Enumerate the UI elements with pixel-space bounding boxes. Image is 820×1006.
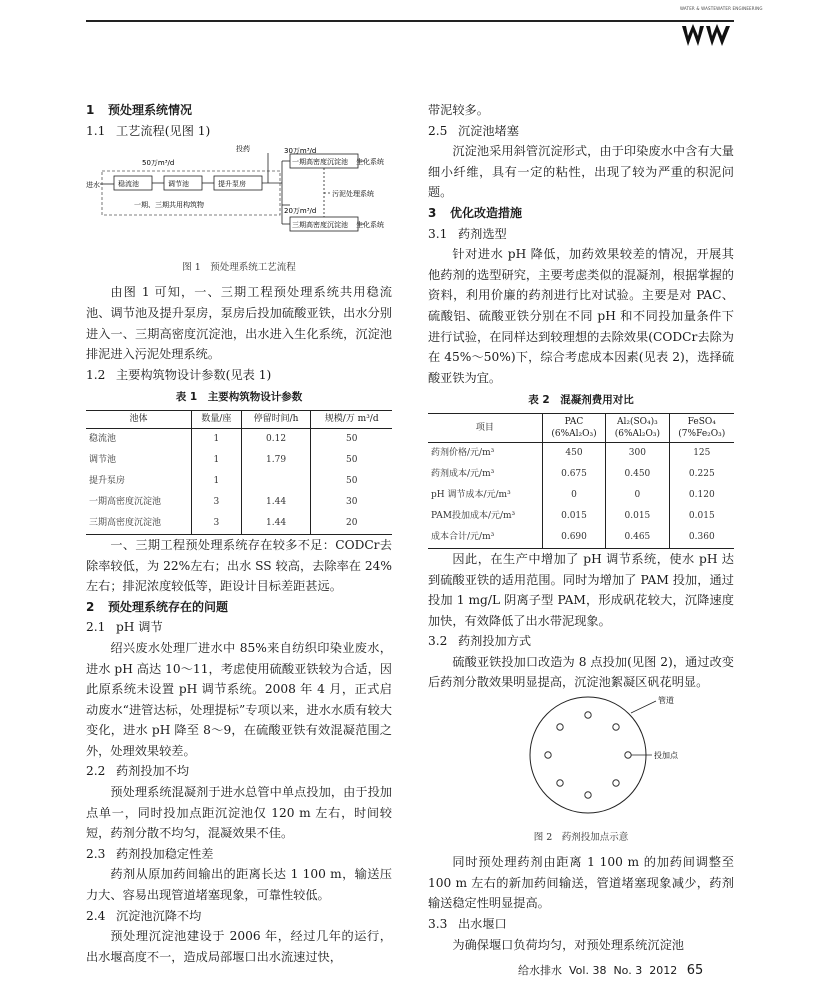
- section-1-2-heading: 1.2 主要构筑物设计参数(见表 1): [86, 367, 272, 382]
- right-column: [428, 100, 734, 955]
- table-row: 稳流池 1 0.12 50: [86, 428, 392, 450]
- paragraph: 为确保堰口负荷均匀，对预处理系统沉淀池: [452, 937, 684, 952]
- paragraph: 一、三期工程预处理系统存在较多不足：CODCr去除率较低，为 22%左右；出水 SS 较高，去除率在 24%左右；排泥浓度较低等，距设计目标差距甚远。: [86, 537, 392, 594]
- figure-2-caption: 图 2 药剂投加点示意: [533, 831, 629, 843]
- fig1-tank1-label: 一期高密度沉淀池: [292, 158, 348, 167]
- section-2-2-heading: 2.2 药剂投加不均: [86, 764, 190, 779]
- fig2-point-label: 投加点: [654, 751, 678, 761]
- paragraph: 因此，在生产中增加了 pH 调节系统，使水 pH 达到硫酸亚铁的适用范围。同时为增加了 PAM 投加，通过投加 1 mg/L 阴离子型 PAM，形成矾花较大，沉降速度加快，有效降低了出水带泥现象。: [428, 551, 734, 628]
- section-1-heading: 1 预处理系统情况: [86, 103, 193, 117]
- section-2-1-heading: 2.1 pH 调节: [86, 620, 163, 635]
- left-column: [86, 100, 392, 967]
- table-row: 一期高密度沉淀池 3 1.44 30: [86, 492, 392, 513]
- table-header: 停留时间/h: [241, 410, 311, 428]
- section-3-3-heading: 3.3 出水堰口: [428, 917, 507, 932]
- table-1: [86, 410, 392, 535]
- table-header: FeSO₄ (7%Fe₂O₃): [669, 413, 734, 442]
- table-row: 三期高密度沉淀池 3 1.44 20: [86, 513, 392, 535]
- table-row: 成本合计/元/m³ 0.690 0.465 0.360: [428, 527, 734, 549]
- fig1-volume-label: 50万m³/d: [142, 159, 175, 168]
- page-number: 65: [686, 963, 704, 978]
- table-header: PAC (6%Al₂O₃): [542, 413, 605, 442]
- paragraph: 针对进水 pH 降低，加药效果较差的情况，开展其他药剂的选型研究，主要考虑类似的混凝剂，根据掌握的资料，利用价廉的药剂进行比对试验。主要是对 PAC、硫酸铝、硫酸亚铁分别在不同 pH 和不同投加量条件下进行试验，在同样达到较理想的去除效果(CODCr去除为在 45%～50%)下，综合考虑成本因素(见表 2)，选择硫酸亚铁为宜。: [428, 247, 734, 385]
- fig1-stage-label: 调节池: [168, 180, 189, 189]
- paragraph: 药剂从原加药间输出的距离长达 1 100 m，输送压力大、容易出现管道堵塞现象，可靠性较低。: [86, 867, 392, 903]
- table-row: pH 调节成本/元/m³ 0 0 0.120: [428, 485, 734, 506]
- table-header: 项目: [428, 413, 542, 442]
- fig2-pipe-label: 管道: [658, 696, 674, 706]
- figure-1-caption: 图 1 预处理系统工艺流程: [182, 261, 296, 273]
- fig1-stage-label: 提升泵房: [218, 180, 246, 189]
- paragraph: 沉淀池采用斜管沉淀形式，由于印染废水中含有大量细小纤维，具有一定的粘性，出现了较为严重的积泥问题。: [428, 144, 734, 200]
- paragraph: 同时预处理药剂由距离 1 100 m 的加药间调整至 100 m 左右的新加药间输送，管道堵塞现象减少，药剂输送稳定性明显提高。: [428, 855, 734, 911]
- section-2-heading: 2 预处理系统存在的问题: [86, 599, 229, 614]
- section-3-2-heading: 3.2 药剂投加方式: [428, 634, 532, 649]
- fig1-out-bio-label-2: 生化系统: [356, 221, 384, 230]
- process-flow-diagram: [86, 143, 392, 247]
- fig1-stage-label: 稳流池: [118, 180, 139, 189]
- journal-logo-caption: WATER & WASTEWATER ENGINEERING: [680, 6, 763, 11]
- fig1-out-bio-label: 生化系统: [356, 158, 384, 167]
- table-row: 提升泵房 1 50: [86, 471, 392, 492]
- table-2-caption: 表 2 混凝剂费用对比: [528, 394, 634, 407]
- header-rule: [86, 20, 734, 22]
- table-header: 池体: [86, 410, 191, 428]
- section-2-5-heading: 2.5 沉淀池堵塞: [428, 123, 519, 138]
- paragraph: 预处理系统混凝剂于进水总管中单点投加，由于投加点单一，同时投加点距沉淀池仅 120 m 左右，时间较短，药剂分散不均匀，混凝效果不佳。: [86, 785, 392, 841]
- section-2-4-heading: 2.4 沉淀池沉降不均: [86, 908, 202, 923]
- section-3-1-heading: 3.1 药剂选型: [428, 226, 507, 241]
- table-row: PAM投加成本/元/m³ 0.015 0.015 0.015: [428, 506, 734, 527]
- page-footer: [518, 962, 703, 978]
- journal-issue: No. 3: [613, 964, 643, 977]
- journal-logo-icon: [680, 24, 736, 48]
- table-row: 药剂价格/元/m³ 450 300 125: [428, 442, 734, 464]
- section-2-3-heading: 2.3 药剂投加稳定性差: [86, 846, 214, 861]
- fig1-top-volume-label: 30万m³/d: [284, 147, 317, 156]
- paragraph: 绍兴废水处理厂进水中 85%来自纺织印染业废水，进水 pH 高达 10～11，考虑使用硫酸亚铁较为合适，因此原系统未设置 pH 调节系统。2008 年 4 月，正式启动废水“进管达标，处理提标”专项以来，进水水质有较大变化，进水 pH 降至 8～9，在硫酸亚铁有效混凝范围之外，处理效果较差。: [86, 640, 392, 758]
- fig1-shared-label: 一期、三期共用构筑物: [134, 201, 204, 210]
- paragraph-continued: 带泥较多。: [428, 103, 489, 117]
- fig1-input-label: 进水: [86, 181, 100, 190]
- paragraph: 预处理沉淀池建设于 2006 年，经过几年的运行，出水堰高度不一，造成局部堰口出水流速过快，: [86, 929, 392, 964]
- paragraph: 硫酸亚铁投加口改造为 8 点投加(见图 2)，通过改变后药剂分散效果明显提高，沉淀池絮凝区矾花明显。: [428, 654, 734, 690]
- fig1-tank3-label: 三期高密度沉淀池: [292, 221, 348, 230]
- table-row: 药剂成本/元/m³ 0.675 0.450 0.225: [428, 464, 734, 485]
- table-1-caption: 表 1 主要构筑物设计参数: [175, 391, 303, 404]
- journal-volume: Vol. 38: [569, 964, 607, 977]
- table-row: 调节池 1 1.79 50: [86, 450, 392, 471]
- dosing-points: [545, 712, 631, 798]
- paragraph: 由图 1 可知，一、三期工程预处理系统共用稳流池、调节池及提升泵房，泵房后投加硫酸亚铁，出水分别进入一、三期高密度沉淀池，出水进入生化系统，沉淀池排泥进入污泥处理系统。: [86, 285, 392, 362]
- journal-year: 2012: [649, 964, 678, 977]
- table-header: 数量/座: [191, 410, 241, 428]
- fig1-bottom-volume-label: 20万m³/d: [284, 207, 317, 216]
- journal-name: 给水排水: [518, 964, 562, 977]
- fig1-dosing-label: 投药: [236, 145, 250, 154]
- dosing-point-diagram: [428, 693, 734, 817]
- table-header: Al₂(SO₄)₃ (6%Al₂O₃): [606, 413, 669, 442]
- section-1-1-heading: 1.1 工艺流程(见图 1): [86, 123, 211, 138]
- fig1-out-sludge-label: 污泥处理系统: [332, 190, 374, 199]
- table-2: [428, 413, 734, 549]
- section-3-heading: 3 优化改造措施: [428, 205, 523, 220]
- table-header: 规模/万 m³/d: [311, 410, 392, 428]
